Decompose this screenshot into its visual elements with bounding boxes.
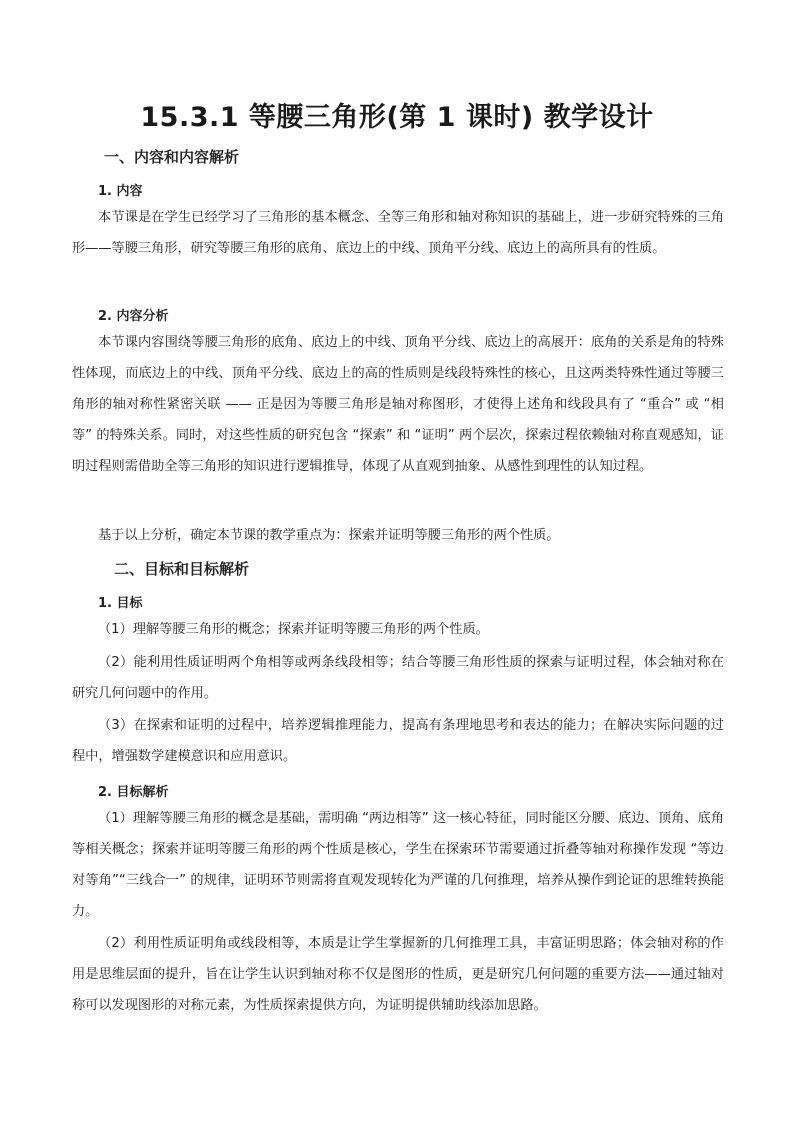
analysis-1: （1）理解等腰三角形的概念是基础，需明确 “两边相等” 这一核心特征，同时能区分腰、底边、顶角、底角等相关概念；探索并证明等腰三角形的两个性质是核心，学生在探索环节需要通过折叠等轴对称操作发现 “等边对等角”“三线合一” 的规律，证明环节则需将直观发现转化为严谨的几何推理，培养从操作到论证的思维转换能力。 xyxy=(72,811,724,919)
goal-2: （2）能利用性质证明两个角相等或两条线段相等；结合等腰三角形性质的探索与证明过程，体会轴对称在研究几何问题中的作用。 xyxy=(72,655,724,701)
goal-3: （3）在探索和证明的过程中，培养逻辑推理能力，提高有条理地思考和表达的能力；在解决实际问题的过程中，增强数学建模意识和应用意识。 xyxy=(72,718,724,764)
section-1-sub2-paragraph-2: 基于以上分析，确定本节课的教学重点为：探索并证明等腰三角形的两个性质。 xyxy=(98,528,560,543)
section-1-sub2-paragraph: 本节课内容围绕等腰三角形的底角、底边上的中线、顶角平分线、底边上的高展开：底角的关系是角的特殊性体现，而底边上的中线、顶角平分线、底边上的高的性质则是线段特殊性的核心，且这两类特殊性通过等腰三角形的轴对称性紧密关联 —— 正是因为等腰三角形是轴对称图形，才使得上述角和线段具有了 “重合” 或 “相等” 的特殊关系。同时，对这些性质的研究包含 “探索” 和 “证明” 两个层次，探索过程依赖轴对称直观感知，证明过程则需借助全等三角形的知识进行逻辑推导，体现了从直观到抽象、从感性到理性的认知过程。 xyxy=(72,335,724,474)
section-2-sub2-heading: 2. 目标解析 xyxy=(98,785,169,800)
page-title: 15.3.1 等腰三角形(第 1 课时) 教学设计 xyxy=(140,102,654,133)
section-1-heading: 一、内容和内容解析 xyxy=(104,148,240,166)
section-1-sub1-paragraph: 本节课是在学生已经学习了三角形的基本概念、全等三角形和轴对称知识的基础上，进一步研究特殊的三角形——等腰三角形，研究等腰三角形的底角、底边上的中线、顶角平分线、底边上的高所具有的性质。 xyxy=(72,210,724,256)
section-2-sub1-heading: 1. 目标 xyxy=(98,596,143,611)
section-2-heading: 二、目标和目标解析 xyxy=(114,560,250,578)
section-1-sub2-heading: 2. 内容分析 xyxy=(98,309,169,324)
section-1-sub1-heading: 1. 内容 xyxy=(98,184,143,199)
analysis-2: （2）利用性质证明角或线段相等，本质是让学生掌握新的几何推理工具，丰富证明思路；体会轴对称的作用是思维层面的提升，旨在让学生认识到轴对称不仅是图形的性质，更是研究几何问题的重要方法——通过轴对称可以发现图形的对称元素，为性质探索提供方向，为证明提供辅助线添加思路。 xyxy=(72,936,724,1013)
goal-1: （1）理解等腰三角形的概念；探索并证明等腰三角形的两个性质。 xyxy=(98,622,489,637)
